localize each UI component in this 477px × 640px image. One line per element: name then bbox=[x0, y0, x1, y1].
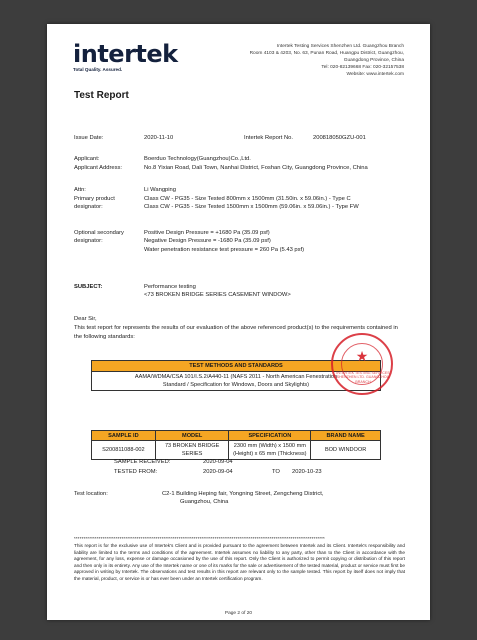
page-title: Test Report bbox=[74, 90, 129, 101]
applicant-label: Applicant: bbox=[74, 156, 100, 162]
primary-designator-values bbox=[144, 195, 399, 212]
table-row bbox=[92, 441, 381, 460]
negative-pressure: Negative Design Pressure = -1680 Pa (35.09 psf) bbox=[144, 238, 271, 245]
seal-text: INTERTEK TESTING SERVICES SHENZHEN LTD. GUANGZHOU BRANCH bbox=[336, 371, 390, 384]
company-line: Tel: 020-82139668 Fax: 020-32157538 bbox=[321, 65, 404, 70]
primary-designator-row bbox=[74, 195, 404, 229]
location-label: Test location: bbox=[74, 491, 108, 497]
sample-header: MODEL bbox=[155, 431, 229, 441]
subject-label: SUBJECT: bbox=[74, 284, 103, 290]
disclaimer-text: This report is for the exclusive use of Intertek's Client and is provided pursuant to the agreement between Intertek and its Client. Intertek's responsibility and liability are limited to the terms and conditions of the agreement. Intertek assumes no liability to any party, other than to the Client in accordance with the agreement, for any loss, expense or damage occasioned by the use of this report. Only the Client is authorized to permit copying or distribution of this report and then only in its entirety. Any use of the Intertek name or one of its marks for the sale or advertisement of the tested material, product or service must first be approved in writing by Intertek. The observations and test results in this report are relevant only to the sample tested. This report by itself does not imply that the material, product, or service is or has ever been under an Intertek certification program. bbox=[74, 543, 405, 581]
positive-pressure: Positive Design Pressure = +1680 Pa (35.09 psf) bbox=[144, 230, 270, 236]
intertek-logo bbox=[73, 42, 178, 72]
issue-date-value: 2020-11-10 bbox=[144, 135, 174, 141]
greeting: Dear Sir, bbox=[74, 316, 97, 322]
to-value: 2020-10-23 bbox=[292, 469, 322, 475]
logo-wordmark: intertek bbox=[73, 40, 178, 68]
letter-body: This test report for represents the results of our evaluation of the above referenced product(s) to the requirements contained in the following standards: bbox=[74, 325, 398, 340]
address-label: Applicant Address: bbox=[74, 165, 123, 171]
sample-header: SPECIFICATION bbox=[229, 431, 311, 441]
divider: ************************************************************************************************************************************ bbox=[74, 536, 325, 541]
brand-cell: BOD WINDOOR bbox=[311, 441, 381, 460]
received-row bbox=[114, 458, 374, 467]
logo-tagline: Total Quality. Assured. bbox=[73, 67, 123, 72]
primary-designator-line: Class CW - PG35 - Size Tested 800mm x 1500mm (31.50in. x 59.06in.) - Type C bbox=[144, 196, 351, 202]
location-line: Guangzhou, China bbox=[180, 499, 229, 506]
sample-header: SAMPLE ID bbox=[92, 431, 156, 441]
issue-row bbox=[74, 134, 404, 143]
applicant-value: Boerduo Technology(Guangzhou)Co.,Ltd. bbox=[144, 156, 251, 162]
subject-values bbox=[144, 283, 399, 300]
company-line: Website: www.intertek.com bbox=[346, 72, 404, 77]
tested-value: 2020-09-04 bbox=[203, 469, 233, 475]
sample-header: BRAND NAME bbox=[311, 431, 381, 441]
issue-date-label: Issue Date: bbox=[74, 135, 104, 141]
seal-star-icon: ★ bbox=[355, 348, 369, 364]
official-seal bbox=[331, 333, 393, 395]
primary-designator-label: Primary product designator: bbox=[74, 196, 115, 211]
address-row bbox=[74, 164, 404, 182]
location-values bbox=[162, 490, 402, 507]
sample-id-cell: S200811088-002 bbox=[92, 441, 156, 460]
water-pressure: Water penetration resistance test pressure = 260 Pa (5.43 psf) bbox=[144, 246, 305, 253]
report-page bbox=[47, 24, 430, 620]
primary-designator-line: Class CW - PG35 - Size Tested 1500mm x 1500mm (59.06in. x 59.06in.) - Type FW bbox=[144, 204, 359, 211]
attn-value: Li Wangping bbox=[144, 187, 177, 193]
report-no-value: 200818050GZU-001 bbox=[313, 135, 366, 141]
subject-line: <73 BROKEN BRIDGE SERIES CASEMENT WINDOW> bbox=[144, 292, 291, 299]
optional-designator-row bbox=[74, 229, 404, 255]
company-address bbox=[194, 43, 404, 78]
report-no-label: Intertek Report No. bbox=[244, 135, 293, 141]
company-line: Room 4103 & 4203, No. 63, Punan Road, Huangpu District, Guangzhou, bbox=[249, 51, 404, 56]
tested-row bbox=[114, 468, 374, 477]
sample-table bbox=[91, 430, 381, 460]
received-value: 2020-09-04 bbox=[203, 459, 233, 465]
subject-line: Performance testing bbox=[144, 284, 196, 290]
company-line: Guangdong Province, China bbox=[343, 58, 404, 63]
received-label: SAMPLE RECEIVED: bbox=[114, 459, 171, 465]
to-label: TO bbox=[272, 469, 280, 475]
attn-label: Attn: bbox=[74, 187, 86, 193]
optional-designator-values bbox=[144, 229, 399, 254]
tested-label: TESTED FROM: bbox=[114, 469, 158, 475]
applicant-row bbox=[74, 155, 404, 164]
company-line: Intertek Testing Services Shenzhen Ltd. Guangzhou Branch bbox=[276, 44, 404, 49]
spec-cell: 2300 mm (Width) x 1500 mm (Height) x 65 mm (Thickness) bbox=[229, 441, 311, 460]
subject-row bbox=[74, 283, 404, 301]
address-value: No.8 Yixian Road, Dali Town, Nanhai District, Foshan City, Guangdong Province, China bbox=[144, 165, 368, 171]
location-row bbox=[74, 490, 404, 508]
model-cell: 73 BROKEN BRIDGE SERIES bbox=[155, 441, 229, 460]
location-line: C2-1 Building Heping fair, Yongning Street, Zengcheng District, bbox=[162, 491, 324, 497]
attn-row bbox=[74, 186, 404, 195]
page-number: Page 2 of 20 bbox=[224, 611, 253, 616]
methods-line: Standard / Specification for Windows, Doors and Skylights) bbox=[162, 382, 310, 388]
optional-designator-label: Optional secondary designator: bbox=[74, 230, 124, 245]
methods-line: AAMA/WDMA/CSA 101/I.S.2/A440-11 (NAFS 2011 - North American Fenestration bbox=[134, 374, 338, 380]
methods-header: TEST METHODS AND STANDARDS bbox=[92, 361, 381, 372]
